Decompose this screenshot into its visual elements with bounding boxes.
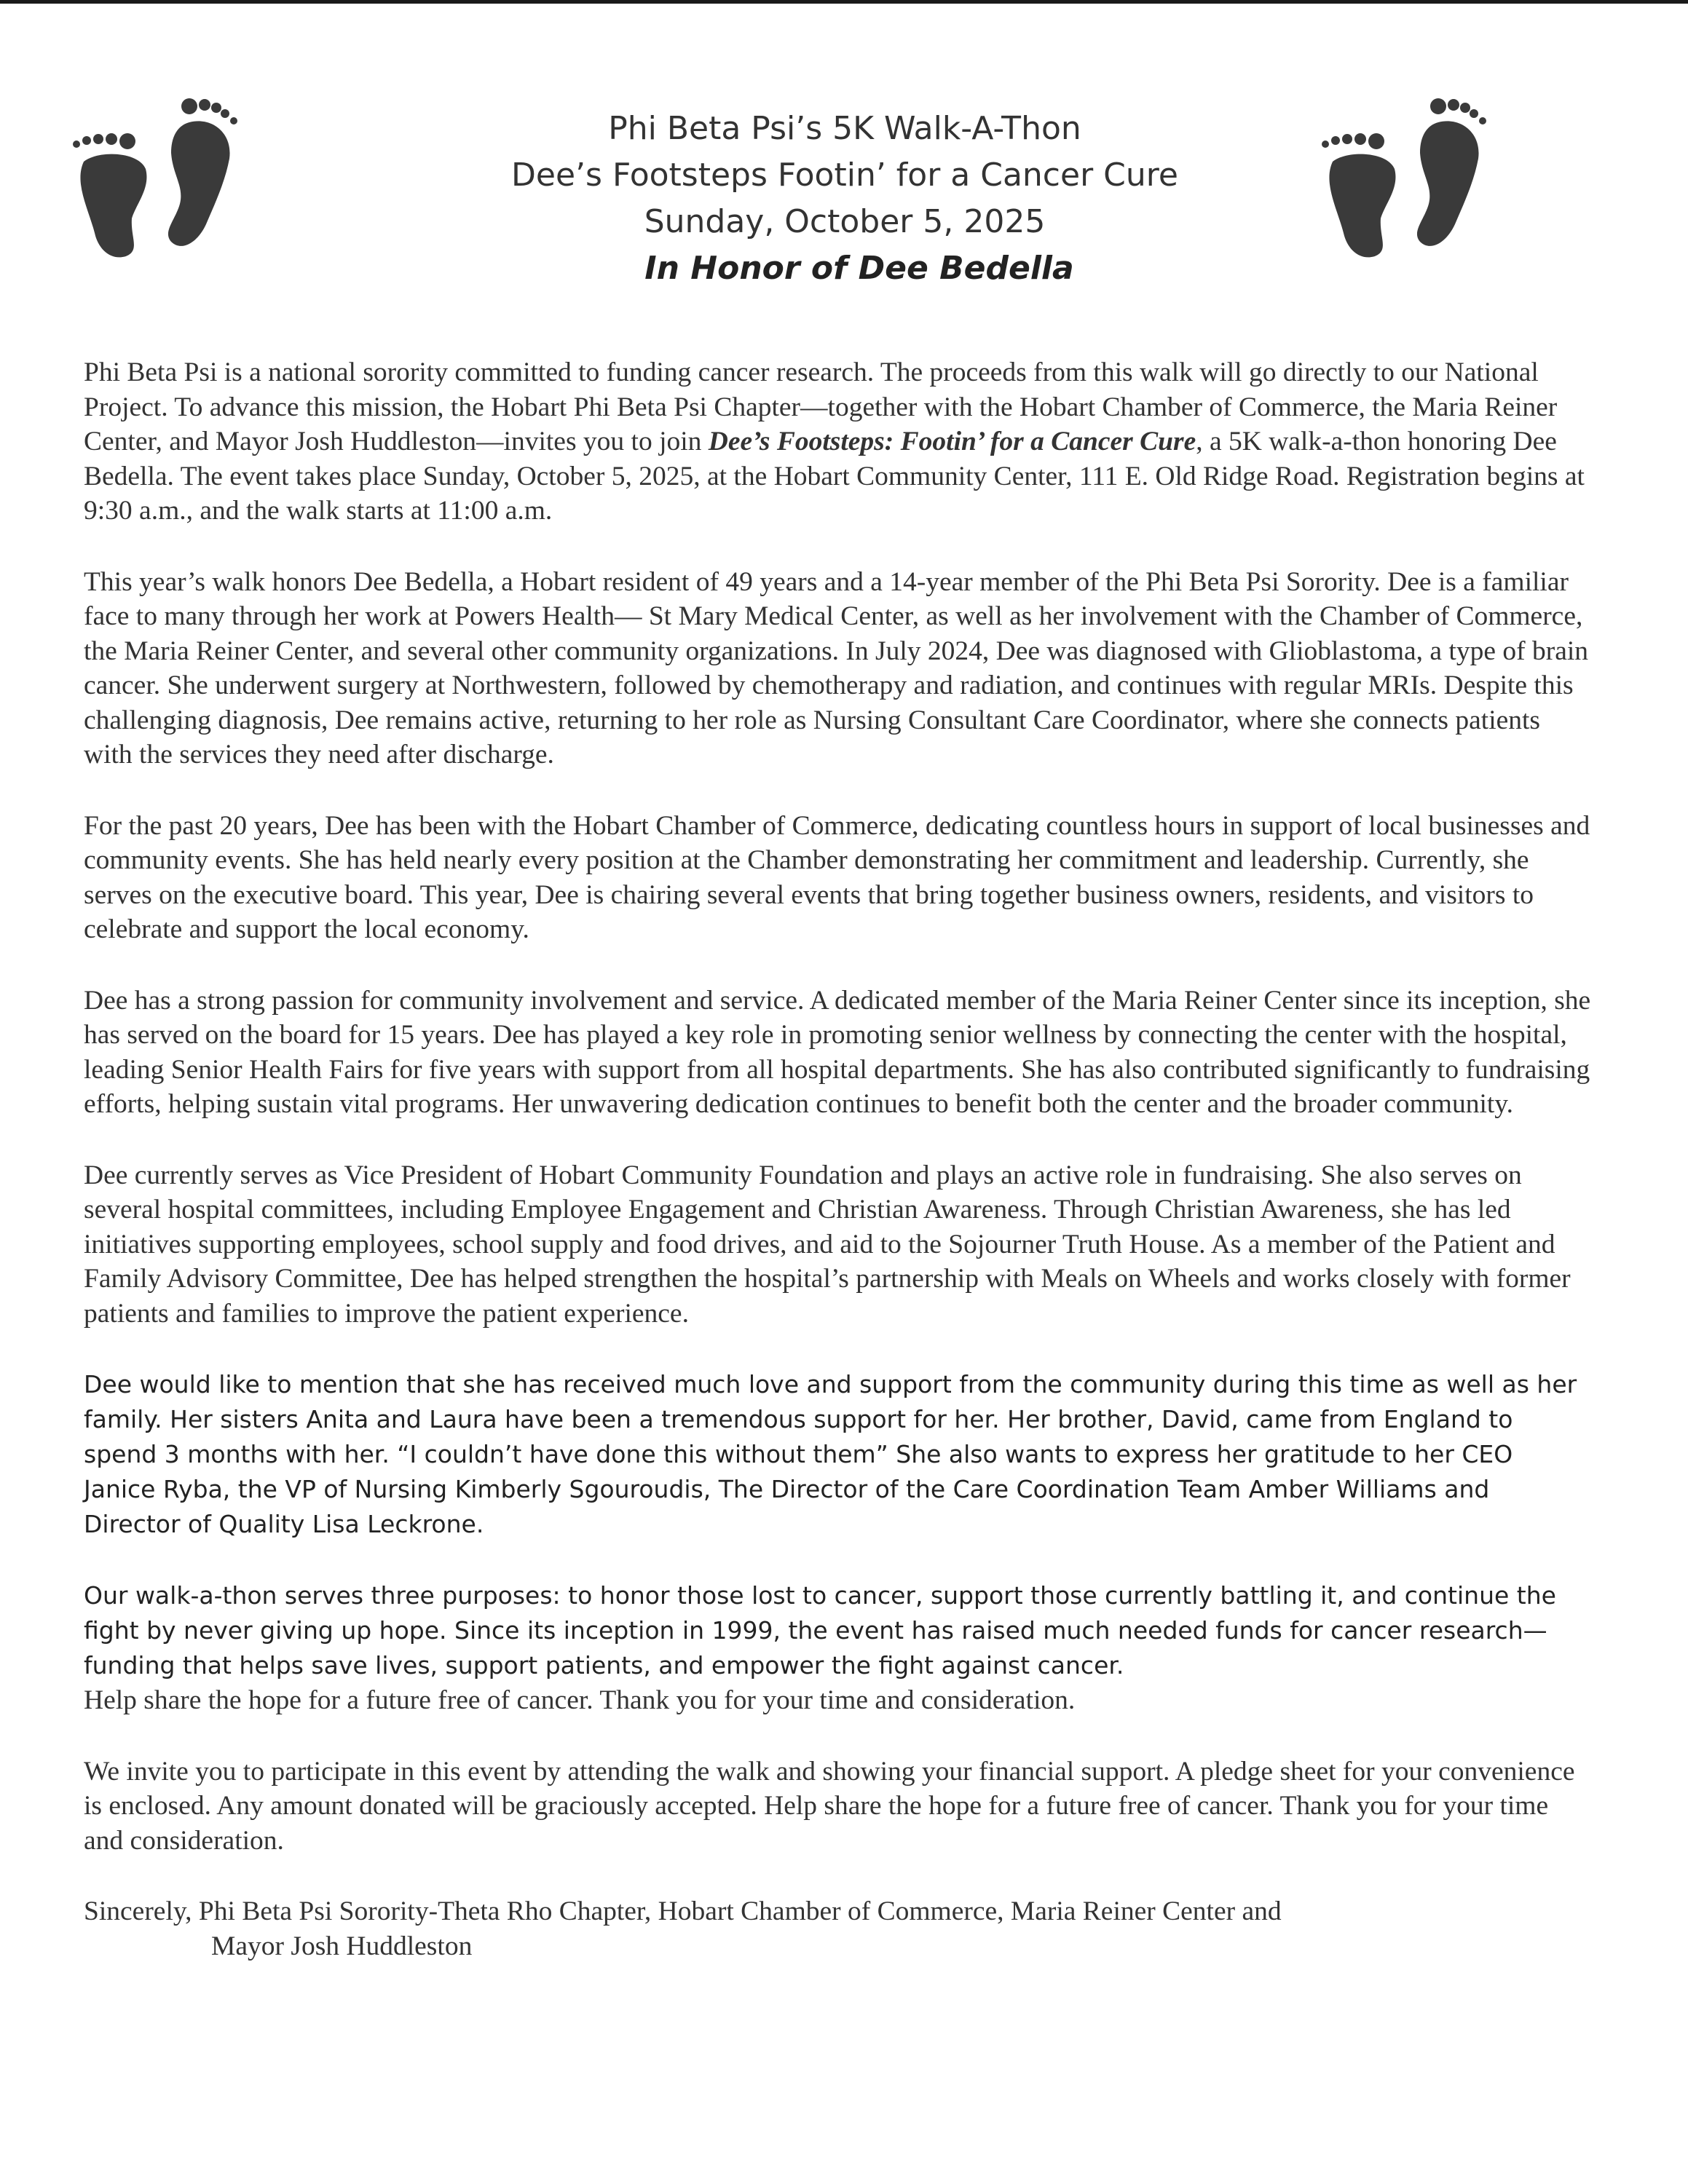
event-name: Phi Beta Psi’s 5K Walk-A-Thon (608, 110, 1081, 147)
signature-block (84, 1894, 1591, 1963)
event-subtitle: Dee’s Footsteps Footin’ for a Cancer Cure (511, 157, 1178, 194)
scan-top-border (0, 0, 1688, 4)
event-title-emphasis: Dee’s Footsteps: Footin’ for a Cancer Cure (708, 427, 1196, 456)
paragraph-reiner-center: Dee has a strong passion for community involvement and service. A dedicated member of the Maria Reiner Center since its inception, she has served on the board for 15 years. Dee has played a key role in promoting senior wellness by connecting the center with the hospital, leading Senior Health Fairs for five years with support from all hospital departments. She has also contributed significantly to fundraising efforts, helping sustain vital programs. Her unwavering dedication continues to benefit both the center and the broader community. (84, 985, 1591, 1119)
paragraph-purpose: Our walk-a-thon serves three purposes: to honor those lost to cancer, support those currently battling it, and continue the fight by never giving up hope. Since its inception in 1999, the event has raised much needed funds for cancer research—funding that helps save lives, support patients, and empower the fight against cancer. Help share the hope for a future free of cancer. Thank you for your time and consideration. (84, 1581, 1556, 1715)
paragraph-invitation: We invite you to participate in this event by attending the walk and showing your financial support. A pledge sheet for your convenience is enclosed. Any amount donated will be graciously accepted. Help share the hope for a future free of cancer. Thank you for your time and consideration. (84, 1756, 1575, 1856)
paragraph-honoree: This year’s walk honors Dee Bedella, a Hobart resident of 49 years and a 14-year member of the Phi Beta Psi Sorority. Dee is a familiar face to many through her work at Powers Health— St Mary Medical Center, as well as her involvement with the Chamber of Commerce, the Maria Reiner Center, and several other community organizations. In July 2024, Dee was diagnosed with Glioblastoma, a type of brain cancer. She underwent surgery at Northwestern, followed by chemotherapy and radiation, and continues with regular MRIs. Despite this challenging diagnosis, Dee remains active, returning to her role as Nursing Consultant Care Coordinator, where she connects patients with the services they need after discharge. (84, 566, 1589, 769)
paragraph-foundation: Dee currently serves as Vice President of Hobart Community Foundation and plays an active role in fundraising. She also serves on several hospital committees, including Employee Engagement and Christian Awareness. Through Christian Awareness, she has led initiatives supporting employees, school supply and food drives, and aid to the Sojourner Truth House. As a member of the Patient and Family Advisory Committee, Dee has helped strengthen the hospital’s partnership with Meals on Wheels and works closely with former patients and families to improve the patient experience. (84, 1160, 1571, 1329)
event-date: Sunday, October 5, 2025 (644, 203, 1046, 240)
paragraph-chamber: For the past 20 years, Dee has been with the Hobart Chamber of Commerce, dedicating countless hours in support of local businesses and community events. She has held nearly every position at the Chamber demonstrating her commitment and leadership. Currently, she serves on the executive board. This year, Dee is chairing several events that bring together business owners, residents, and visitors to celebrate and support the local economy. (84, 810, 1590, 944)
paragraph-gratitude: Dee would like to mention that she has received much love and support from the community during this time as well as her family. Her sisters Anita and Laura have been a tremendous support for her. Her brother, David, came from England to spend 3 months with her. “I couldn’t have done this without them” She also wants to express her gratitude to her CEO Janice Ryba, the VP of Nursing Kimberly Sgouroudis, The Director of the Care Coordination Team Amber Williams and Director of Quality Lisa Leckrone. (84, 1370, 1577, 1538)
signature-mayor: Mayor Josh Huddleston (211, 1931, 473, 1961)
honor-line: In Honor of Dee Bedella (644, 250, 1074, 287)
paragraph-intro: Phi Beta Psi is a national sorority committed to funding cancer research. The proceeds from this walk will go directly to our National Project. To advance this mission, the Hobart Phi Beta Psi Chapter—together with the Hobart Chamber of Commerce, the Maria Reiner Center, and Mayor Josh Huddleston—invites you to join Dee’s Footsteps: Footin’ for a Cancer Cure, a 5K walk-a-thon honoring Dee Bedella. The event takes place Sunday, October 5, 2025, at the Hobart Community Center, 111 E. Old Ridge Road. Registration begins at 9:30 a.m., and the walk starts at 11:00 a.m. (84, 357, 1585, 526)
footprints-icon (69, 95, 280, 262)
letter-body (84, 355, 1591, 1963)
footprints-icon (1318, 95, 1529, 262)
letter-header (437, 106, 1253, 292)
signature-line: Sincerely, Phi Beta Psi Sorority-Theta Rho Chapter, Hobart Chamber of Commerce, Maria Reiner Center and (84, 1896, 1282, 1926)
